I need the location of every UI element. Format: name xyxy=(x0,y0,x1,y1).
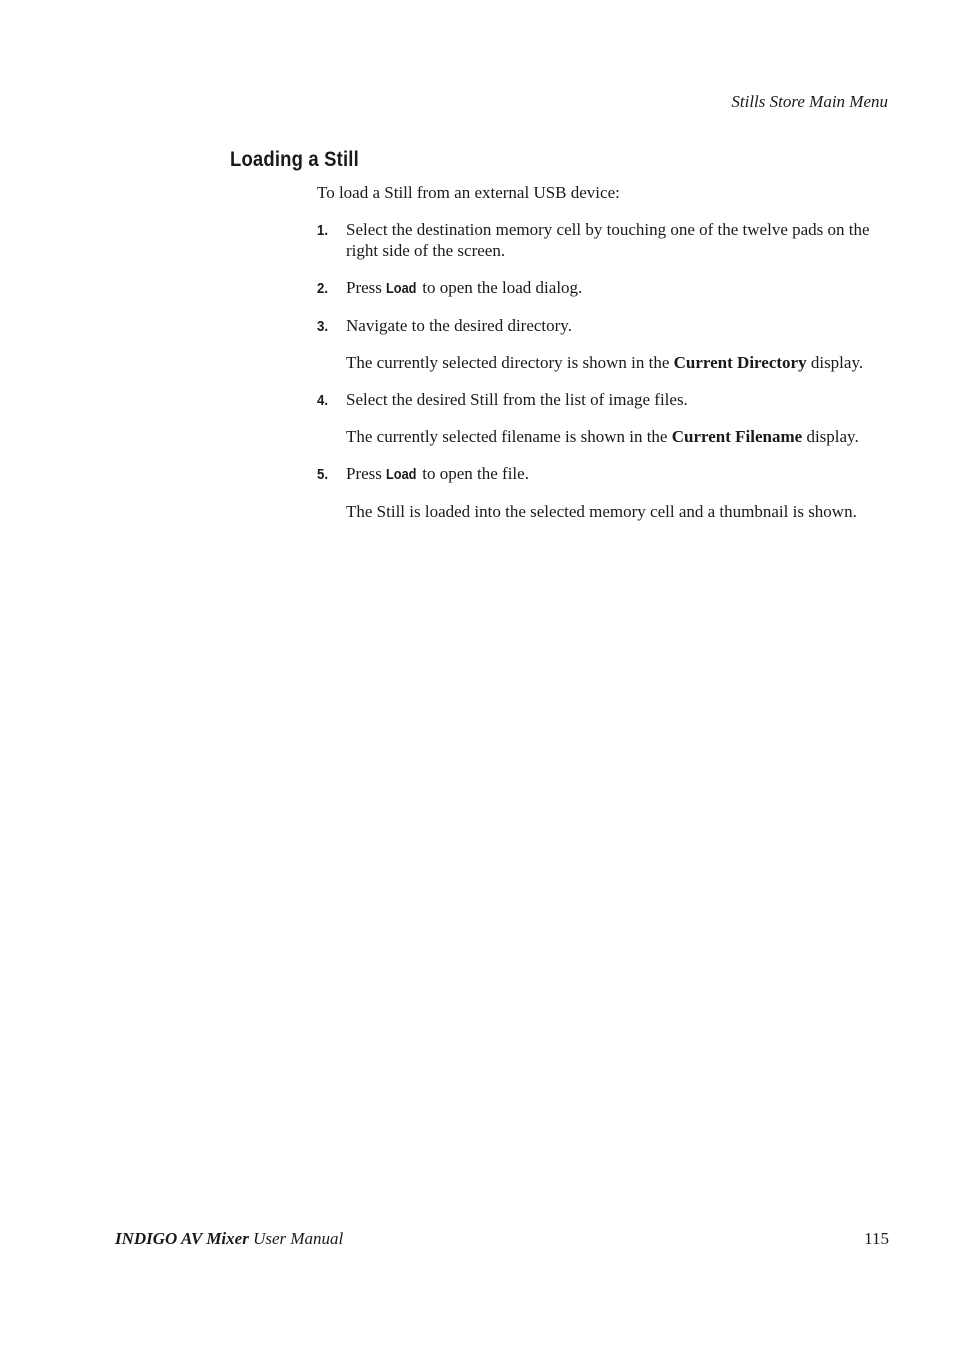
note-text-before: The currently selected directory is shown in the xyxy=(346,353,674,372)
step-number: 1. xyxy=(317,222,329,239)
step-4 xyxy=(317,389,891,447)
step-number: 4. xyxy=(317,392,329,409)
step-text-after: to open the file. xyxy=(418,464,529,483)
step-text xyxy=(346,463,891,485)
note-text-after: display. xyxy=(802,427,859,446)
step-number: 2. xyxy=(317,280,329,297)
step-note xyxy=(346,426,891,447)
step-text: Select the desired Still from the list of image files. xyxy=(346,390,688,409)
step-text: Select the destination memory cell by touching one of the twelve pads on the right side of the screen. xyxy=(346,220,870,260)
page-number: 115 xyxy=(864,1229,889,1248)
step-5 xyxy=(317,463,891,522)
current-filename-term: Current Filename xyxy=(671,427,803,446)
note-text-before: The currently selected filename is shown in the xyxy=(346,427,672,446)
intro-paragraph: To load a Still from an external USB device: xyxy=(317,183,620,202)
note-text-after: display. xyxy=(806,353,864,372)
running-header: Stills Store Main Menu xyxy=(731,92,888,111)
step-1 xyxy=(317,219,891,261)
running-footer xyxy=(115,1229,889,1249)
step-note: The Still is loaded into the selected memory cell and a thumbnail is shown. xyxy=(346,502,857,521)
load-button-label: Load xyxy=(386,280,417,297)
step-3 xyxy=(317,315,891,373)
step-number: 5. xyxy=(317,466,329,483)
footer-product-name: INDIGO AV Mixer xyxy=(115,1229,249,1248)
section-title: Loading a Still xyxy=(230,148,359,171)
step-text-after: to open the load dialog. xyxy=(418,278,583,297)
current-directory-term: Current Directory xyxy=(673,353,807,372)
step-note xyxy=(346,352,891,373)
step-text: Navigate to the desired directory. xyxy=(346,316,572,335)
step-2 xyxy=(317,277,891,299)
step-text xyxy=(346,277,891,299)
step-text-before: Press xyxy=(346,464,387,483)
step-number: 3. xyxy=(317,318,329,335)
load-button-label: Load xyxy=(386,466,417,483)
footer-manual-label: User Manual xyxy=(248,1229,344,1248)
step-text-before: Press xyxy=(346,278,387,297)
steps-list xyxy=(317,219,891,522)
section-body xyxy=(317,182,891,538)
